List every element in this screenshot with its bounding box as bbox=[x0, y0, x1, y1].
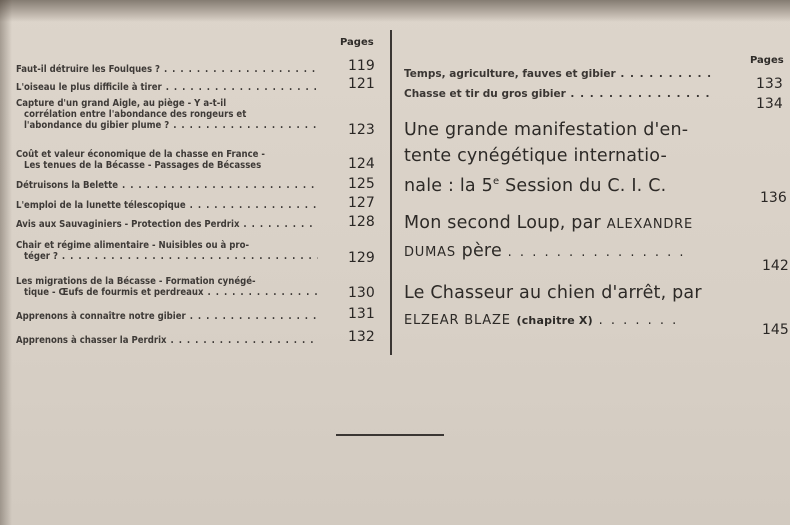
page-number: 130 bbox=[348, 285, 375, 301]
toc-entry: Apprenons à connaître notre gibier . . . bbox=[16, 311, 318, 322]
toc-entry: Apprenons à chasser la Perdrix . . . bbox=[16, 335, 318, 346]
toc-entry: Chair et régime alimentaire - Nuisibles ou à pro- téger ? . . . bbox=[16, 240, 318, 262]
page-number: 131 bbox=[348, 306, 375, 322]
toc-entry: Chasse et tir du gros gibier . . . bbox=[404, 88, 716, 100]
toc-entry-major: Une grande manifestation d'en- tente cynégétique internatio- nale : la 5e Session du C. I. C. bbox=[404, 120, 689, 196]
page-number: 142 bbox=[762, 258, 789, 274]
toc-entry: Capture d'un grand Aigle, au piège - Y a-t-il corrélation entre l'abondance des rongeurs et l'abondance du gibier plume ? . . . bbox=[16, 98, 318, 131]
page-shadow bbox=[0, 0, 790, 22]
page-number: 125 bbox=[348, 176, 375, 192]
toc-entry: Faut-il détruire les Foulques ? . . . bbox=[16, 64, 318, 75]
right-pages-header: Pages bbox=[750, 55, 784, 66]
page-number: 145 bbox=[762, 322, 789, 338]
left-pages-header: Pages bbox=[340, 37, 374, 48]
page-number: 123 bbox=[348, 122, 375, 138]
toc-entry: Avis aux Sauvaginiers - Protection des Perdrix . . . bbox=[16, 219, 318, 230]
page-number: 121 bbox=[348, 76, 375, 92]
page-number: 133 bbox=[756, 76, 783, 92]
toc-entry: L'emploi de la lunette télescopique . . . bbox=[16, 200, 318, 211]
page-number: 132 bbox=[348, 329, 375, 345]
toc-entry: Détruisons la Belette . . . bbox=[16, 180, 318, 191]
toc-entry: Coût et valeur économique de la chasse en France - Les tenues de la Bécasse - Passages de Bécasses bbox=[16, 149, 265, 171]
column-divider bbox=[390, 30, 392, 355]
page-shadow-left bbox=[0, 0, 12, 525]
page-number: 134 bbox=[756, 96, 783, 112]
toc-entry: L'oiseau le plus difficile à tirer . . . bbox=[16, 82, 318, 93]
page-number: 119 bbox=[348, 58, 375, 74]
toc-entry: Les migrations de la Bécasse - Formation cynégé- tique - Œufs de fourmis et perdreaux . . . bbox=[16, 276, 318, 298]
end-rule bbox=[336, 434, 444, 436]
page-number: 136 bbox=[760, 190, 787, 206]
page-number: 129 bbox=[348, 250, 375, 266]
toc-entry: Temps, agriculture, fauves et gibier . . . bbox=[404, 68, 716, 80]
page-number: 124 bbox=[348, 156, 375, 172]
page-number: 127 bbox=[348, 195, 375, 211]
page-number: 128 bbox=[348, 214, 375, 230]
toc-entry-major: Le Chasseur au chien d'arrêt, par ELZEAR BLAZE (chapitre X) . . . . . . . bbox=[404, 283, 702, 328]
toc-entry-major: Mon second Loup, par ALEXANDRE DUMAS père . . . . . . . . . . . . . . . bbox=[404, 213, 694, 261]
